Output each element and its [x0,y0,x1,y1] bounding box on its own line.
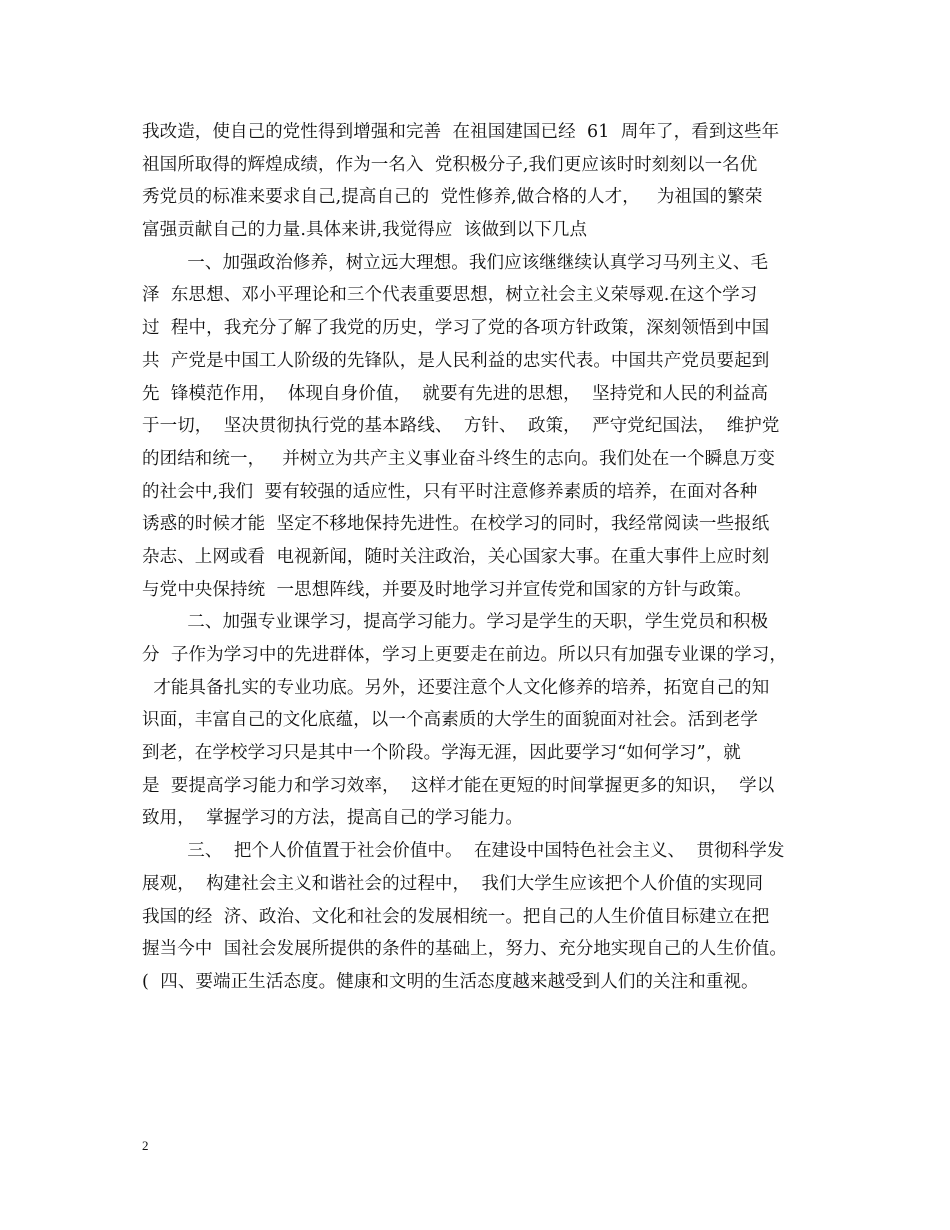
text-line: 一、加强政治修养，树立远大理想。我们应该继继续认真学习马列主义、毛 [142,252,769,273]
text-line: 与党中央保持统 一思想阵线，并要及时地学习并宣传党和国家的方针与政策。 [142,579,752,600]
text-line: 诱惑的时候才能 坚定不移地保持先进性。在校学习的同时，我经常阅读一些报纸 [142,514,770,535]
text-line: 的社会中,我们 要有较强的适应性，只有平时注意修养素质的培养，在面对各种 [142,481,758,502]
page-number: 2 [142,1138,149,1153]
text-line: 识面，丰富自己的文化底蕴，以一个高素质的大学生的面貌面对社会。活到老学 [142,710,758,731]
text-line: 致用， 掌握学习的方法，提高自己的学习能力。 [142,808,523,829]
text-line: 展观， 构建社会主义和谐社会的过程中， 我们大学生应该把个人价值的实现同 [142,873,764,894]
text-line: 是 要提高学习能力和学习效率， 这样才能在更短的时间掌握更多的知识， 学以 [142,775,775,796]
text-line: 分 子作为学习中的先进群体，学习上更要走在前边。所以只有加强专业课的学习， [142,645,787,665]
text-line: 共 产党是中国工人阶级的先锋队，是人民利益的忠实代表。中国共产党员要起到 [142,350,770,371]
text-line: 三、 把个人价值置于社会价值中。 在建设中国特色社会主义、 贯彻科学发 [142,841,785,862]
text-line: ( 四、要端正生活态度。健康和文明的生活态度越来越受到人们的关注和重视。 [142,971,759,992]
text-line: 祖国所取得的辉煌成绩，作为一名入 党积极分子,我们更应该时时刻刻以一名优 [142,154,758,175]
text-line: 到老，在学校学习只是其中一个阶段。学海无涯，因此要学习“如何学习”，就 [142,743,741,764]
text-line: 富强贡献自己的力量.具体来讲,我觉得应 该做到以下几点 [142,220,588,241]
text-line: 于一切， 坚决贯彻执行党的基本路线、 方针、 政策， 严守党纪国法， 维护党 [142,416,780,437]
text-line: 秀党员的标准来要求自己,提高自己的 党性修养,做合格的人才， 为祖国的繁荣 [142,187,763,208]
text-line: 杂志、上网或看 电视新闻，随时关注政治，关心国家大事。在重大事件上应时刻 [142,546,770,567]
text-line: 的团结和统一， 并树立为共产主义事业奋斗终生的志向。我们处在一个瞬息万变 [142,448,775,469]
text-line: 过 程中，我充分了解了我党的历史，学习了党的各项方针政策，深刻领悟到中国 [142,318,770,339]
text-line: 泽 东思想、邓小平理论和三个代表重要思想，树立社会主义荣辱观.在这个学习 [142,285,758,306]
text-line: 先 锋模范作用， 体现自身价值， 就要有先进的思想， 坚持党和人民的利益高 [142,383,769,404]
text-line: 二、加强专业课学习，提高学习能力。学习是学生的天职，学生党员和积极 [142,612,769,633]
text-line: 才能具备扎实的专业功底。另外，还要注意个人文化修养的培养，拓宽自己的知 [142,677,770,698]
text-line: 我国的经 济、政治、文化和社会的发展相统一。把自己的人生价值目标建立在把 [142,906,770,927]
text-line: 握当今中 国社会发展所提供的条件的基础上，努力、充分地实现自己的人生价值。 [142,939,787,960]
text-line: 我改造，使自己的党性得到增强和完善 在祖国建国已经 61 周年了，看到这些年 [142,122,780,142]
body-text [142,116,822,999]
